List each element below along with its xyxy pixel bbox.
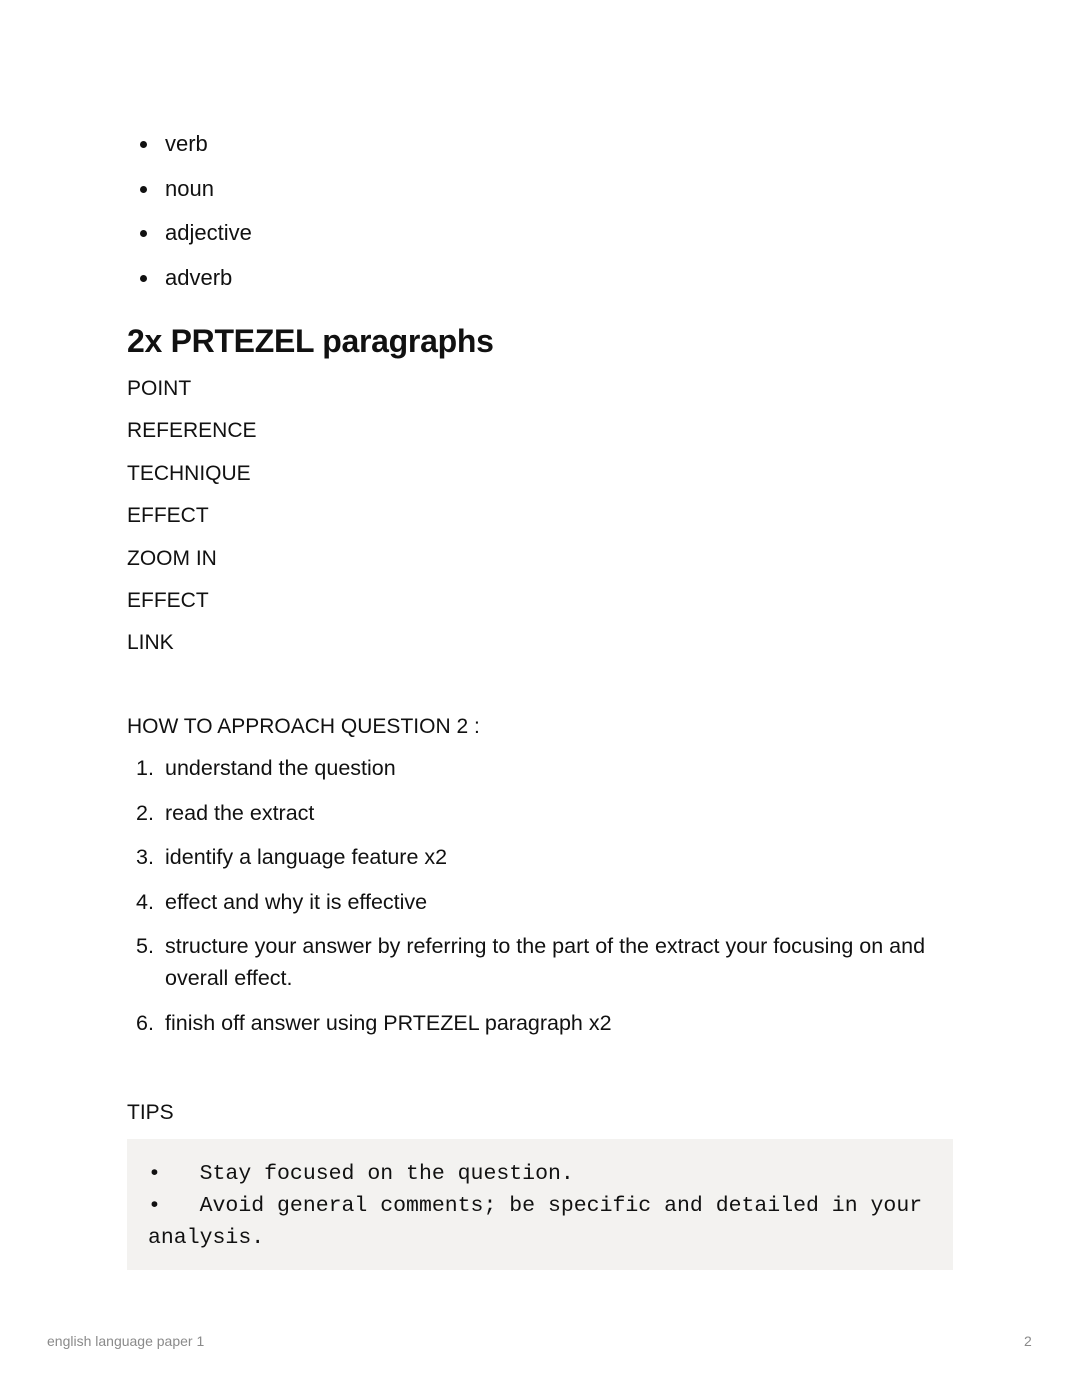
step-text: read the extract [165,800,315,825]
tips-code-block [127,1139,953,1270]
footer-doc-title: english language paper 1 [47,1333,205,1349]
bullet-icon [140,141,147,148]
acronym-item: EFFECT [127,504,209,528]
list-item-text: adjective [165,220,252,245]
word-class-list [127,122,252,300]
list-item-text: adverb [165,264,233,290]
acronym-item: POINT [127,377,192,400]
approach-steps [127,752,953,1051]
step-text: structure your answer by referring to the part of the extract your focusing on and overall effect. [165,934,926,990]
step-item [127,841,953,873]
acronym-item: REFERENCE [127,419,257,443]
step-item [127,1007,953,1039]
step-item [127,797,953,829]
step-text: effect and why it is effective [165,889,428,914]
step-number: 6. [136,1010,154,1035]
step-number: 1. [136,756,154,780]
step-item [127,886,953,918]
acronym-list [127,368,257,665]
list-item [127,211,252,256]
tip-line: • Avoid general comments; be specific and detailed in your analysis. [148,1194,936,1250]
step-text: finish off answer using PRTEZEL paragraph x2 [165,1010,612,1035]
acronym-item: EFFECT [127,588,209,612]
bullet-icon [140,230,147,237]
acronym-item: ZOOM IN [127,546,217,570]
tip-line: • Stay focused on the question. [148,1162,574,1186]
step-number: 4. [136,889,154,914]
acronym-item: LINK [127,631,174,655]
step-number: 3. [136,845,154,869]
list-item-text: noun [165,175,214,201]
step-text: identify a language feature x2 [165,845,448,869]
list-item-text: verb [165,131,208,156]
step-item [127,930,953,994]
step-item [127,752,953,784]
tips-title: TIPS [127,1101,174,1124]
list-item [127,122,252,167]
footer-page-number: 2 [1024,1333,1032,1349]
bullet-icon [140,275,147,282]
approach-title: HOW TO APPROACH QUESTION 2 : [127,715,480,738]
section-heading: 2x PRTEZEL paragraphs [127,323,494,359]
list-item [127,256,252,301]
acronym-item: TECHNIQUE [127,461,251,485]
step-number: 2. [136,800,154,825]
step-number: 5. [136,934,154,958]
list-item [127,167,252,212]
step-text: understand the question [165,756,396,780]
bullet-icon [140,186,147,193]
